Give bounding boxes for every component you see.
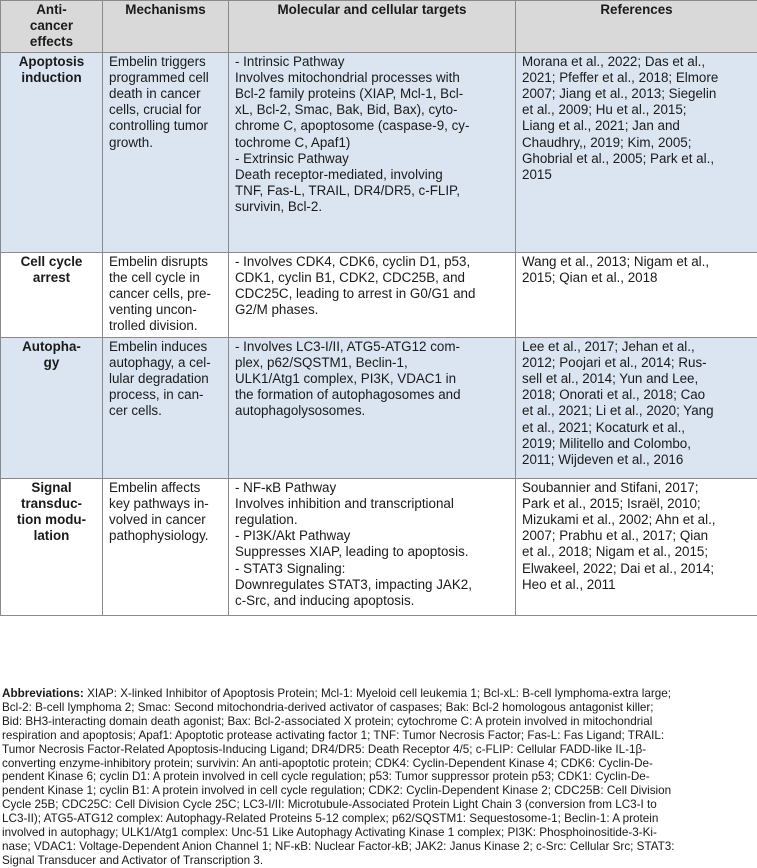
table-header-row [1, 1, 757, 53]
abbreviation-line: LC3-II); ATG5-ATG12 complex: Autophagy-Related Proteins 5-12 complex; p62/SQSTM1: Sequestosome-1; Beclin-1: A protein [2, 812, 754, 826]
mechanism-line: process, in can- [109, 387, 222, 403]
mechanism-line: cells, crucial for [109, 102, 222, 118]
references-cell [516, 52, 757, 252]
mechanism-line: pathophysiology. [109, 528, 222, 544]
header-mechanisms: Mechanisms [103, 1, 229, 53]
mechanism-line: autophagy, a cel- [109, 355, 222, 371]
mechanism-cell [103, 252, 229, 337]
targets-line: Involves mitochondrial processes with [235, 70, 509, 86]
references-line: sell et al., 2014; Yun and Lee, [522, 371, 751, 387]
targets-line: Downregulates STAT3, impacting JAK2, [235, 577, 509, 593]
mechanism-line: Embelin induces [109, 339, 222, 355]
mechanism-line: death in cancer [109, 86, 222, 102]
targets-cell [229, 252, 516, 337]
table-row [1, 478, 757, 615]
mechanism-line: controlling tumor [109, 118, 222, 134]
targets-line: - Extrinsic Pathway [235, 151, 509, 167]
abbreviation-line: converting enzyme-inhibitory protein; survivin: An anti-apoptotic protein; CDK4: Cyclin-Dependent Kinase 4; CDK6: Cyclin-De- [2, 757, 754, 771]
mechanism-line: cancer cells, pre- [109, 286, 222, 302]
effect-cell [1, 478, 103, 615]
table-row [1, 252, 757, 337]
targets-line: Death receptor-mediated, involving [235, 167, 509, 183]
references-line: 2018; Onorati et al., 2018; Cao [522, 387, 751, 403]
effect-line: transduc- [7, 496, 96, 512]
references-line: Wang et al., 2013; Nigam et al., [522, 254, 751, 270]
references-line: et al., 2018; Nigam et al., 2015; [522, 544, 751, 560]
abbreviation-line: pendent Kinase 6; cyclin D1: A protein involved in cell cycle regulation; p53: Tumor suppressor protein p53; CDK1: Cyclin-De- [2, 770, 754, 784]
mechanism-cell [103, 52, 229, 252]
abbreviation-text: XIAP: X-linked Inhibitor of Apoptosis Protein; Mcl-1: Myeloid cell leukemia 1; Bcl-xL: B-cell lymphoma-extra large; [84, 687, 671, 700]
references-line: 2015; Qian et al., 2018 [522, 270, 751, 286]
abbreviation-line: Bid: BH3-interacting domain death agonist; Bax: Bcl-2-associated X protein; cytochrome C: A protein involved in mitochondrial [2, 715, 754, 729]
references-line: et al., 2021; Li et al., 2020; Yang [522, 403, 751, 419]
targets-line: c-Src, and inducing apoptosis. [235, 593, 509, 609]
mechanism-line: Embelin triggers [109, 54, 222, 70]
mechanism-line: volved in cancer [109, 512, 222, 528]
abbreviation-line: Bcl-2: B-cell lymphoma 2; Smac: Second mitochondria-derived activator of caspases; Bak: Bcl-2 homologous antagonist killer; [2, 701, 754, 715]
targets-line: autophagolysosomes. [235, 403, 509, 419]
effect-cell [1, 52, 103, 252]
targets-cell [229, 478, 516, 615]
references-line: 2021; Pfeffer et al., 2018; Elmore [522, 70, 751, 86]
mechanism-line: Embelin disrupts [109, 254, 222, 270]
abbreviation-line: Signal Transducer and Activator of Transcription 3. [2, 854, 754, 868]
effect-line: tion modu- [7, 512, 96, 528]
effect-line: Apoptosis [7, 54, 96, 70]
abbreviation-line: involved in autophagy; ULK1/Atg1 complex: Unc-51 Like Autophagy Activating Kinase 1 complex; PI3K: Phosphoinositide-3-Ki- [2, 826, 754, 840]
targets-line: ULK1/Atg1 complex, PI3K, VDAC1 in [235, 371, 509, 387]
targets-line: xL, Bcl-2, Smac, Bak, Bid, Bax), cyto- [235, 102, 509, 118]
mechanism-line: lular degradation [109, 371, 222, 387]
effect-line: Autopha- [7, 339, 96, 355]
abbreviation-line: Tumor Necrosis Factor-Related Apoptosis-Inducing Ligand; DR4/DR5: Death Receptor 4/5; c-FLIP: Cellular FADD-like IL-1β- [2, 743, 754, 757]
references-line: Heo et al., 2011 [522, 577, 751, 593]
abbreviation-line: pendent Kinase 1; cyclin B1: A protein involved in cell cycle regulation; CDK2: Cyclin-Dependent Kinase 2; CDC25B: Cell Division [2, 784, 754, 798]
mechanism-line: Embelin affects [109, 480, 222, 496]
mechanism-cell [103, 478, 229, 615]
mechanism-line: the cell cycle in [109, 270, 222, 286]
abbreviation-line: nase; VDAC1: Voltage-Dependent Anion Channel 1; NF-κB: Nuclear Factor-kB; JAK2: Janus Kinase 2; c-Src: Cellular Src; STAT3: [2, 840, 754, 854]
mechanism-line: growth. [109, 135, 222, 151]
mechanism-line: programmed cell [109, 70, 222, 86]
references-cell [516, 337, 757, 478]
references-line: 2019; Militello and Colombo, [522, 436, 751, 452]
targets-line: G2/M phases. [235, 302, 509, 318]
header-targets: Molecular and cellular targets [229, 1, 516, 53]
effect-line: induction [7, 70, 96, 86]
effect-line: Cell cycle [7, 254, 96, 270]
targets-line: CDK1, cyclin B1, CDK2, CDC25B, and [235, 270, 509, 286]
effect-line: Signal [7, 480, 96, 496]
abbreviations-note [2, 687, 754, 868]
targets-cell [229, 52, 516, 252]
mechanism-line: trolled division. [109, 318, 222, 334]
table-row [1, 52, 757, 252]
abbreviation-line [2, 687, 754, 701]
references-line: Liang et al., 2021; Jan and [522, 118, 751, 134]
abbreviation-line: Cycle 25B; CDC25C: Cell Division Cycle 25C; LC3-I/II: Microtubule-Associated Protein Light Chain 3 (conversion from LC3-I to [2, 798, 754, 812]
effect-line: gy [7, 355, 96, 371]
abbreviation-line: respiration and apoptosis; Apaf1: Apoptotic protease activating factor 1; TNF: Tumor Necrosis Factor; Fas-L: Fas Ligand; TRAIL: [2, 729, 754, 743]
abbreviations-label: Abbreviations: [2, 687, 84, 700]
references-line: 2007; Prabhu et al., 2017; Qian [522, 528, 751, 544]
references-line: 2007; Jiang et al., 2013; Siegelin [522, 86, 751, 102]
mechanism-cell [103, 337, 229, 478]
targets-cell [229, 337, 516, 478]
targets-line: tochrome C, Apaf1) [235, 135, 509, 151]
targets-line: survivin, Bcl-2. [235, 199, 509, 215]
targets-line: CDC25C, leading to arrest in G0/G1 and [235, 286, 509, 302]
targets-line: TNF, Fas-L, TRAIL, DR4/DR5, c-FLIP, [235, 183, 509, 199]
mechanism-line: cer cells. [109, 403, 222, 419]
mechanism-line: key pathways in- [109, 496, 222, 512]
table-row [1, 337, 757, 478]
references-cell [516, 252, 757, 337]
references-line: 2015 [522, 167, 751, 183]
effect-line: lation [7, 528, 96, 544]
effect-cell [1, 337, 103, 478]
references-line: Soubannier and Stifani, 2017; [522, 480, 751, 496]
references-line: Chaudhry,, 2019; Kim, 2005; [522, 135, 751, 151]
targets-line: - PI3K/Akt Pathway [235, 528, 509, 544]
targets-line: Bcl-2 family proteins (XIAP, Mcl-1, Bcl- [235, 86, 509, 102]
effect-line: arrest [7, 270, 96, 286]
references-cell [516, 478, 757, 615]
references-line: Mizukami et al., 2002; Ahn et al., [522, 512, 751, 528]
header-references: References [516, 1, 757, 53]
references-line: 2012; Poojari et al., 2014; Rus- [522, 355, 751, 371]
targets-line: chrome C, apoptosome (caspase-9, cy- [235, 118, 509, 134]
targets-line: regulation. [235, 512, 509, 528]
targets-line: - STAT3 Signaling: [235, 561, 509, 577]
targets-line: the formation of autophagosomes and [235, 387, 509, 403]
targets-line: - Involves LC3-I/II, ATG5-ATG12 com- [235, 339, 509, 355]
targets-line: - Involves CDK4, CDK6, cyclin D1, p53, [235, 254, 509, 270]
references-line: Morana et al., 2022; Das et al., [522, 54, 751, 70]
references-line: et al., 2009; Hu et al., 2015; [522, 102, 751, 118]
header-effects: Anti- cancer effects [1, 1, 103, 53]
effect-cell [1, 252, 103, 337]
targets-line: plex, p62/SQSTM1, Beclin-1, [235, 355, 509, 371]
targets-line: - Intrinsic Pathway [235, 54, 509, 70]
references-line: 2011; Wijdeven et al., 2016 [522, 452, 751, 468]
targets-line: - NF-κB Pathway [235, 480, 509, 496]
references-line: Ghobrial et al., 2005; Park et al., [522, 151, 751, 167]
references-line: Park et al., 2015; Israël, 2010; [522, 496, 751, 512]
references-line: Elwakeel, 2022; Dai et al., 2014; [522, 561, 751, 577]
references-line: Lee et al., 2017; Jehan et al., [522, 339, 751, 355]
targets-line: Involves inhibition and transcriptional [235, 496, 509, 512]
references-line: et al., 2021; Kocaturk et al., [522, 420, 751, 436]
mechanism-line: venting uncon- [109, 302, 222, 318]
targets-line: Suppresses XIAP, leading to apoptosis. [235, 544, 509, 560]
